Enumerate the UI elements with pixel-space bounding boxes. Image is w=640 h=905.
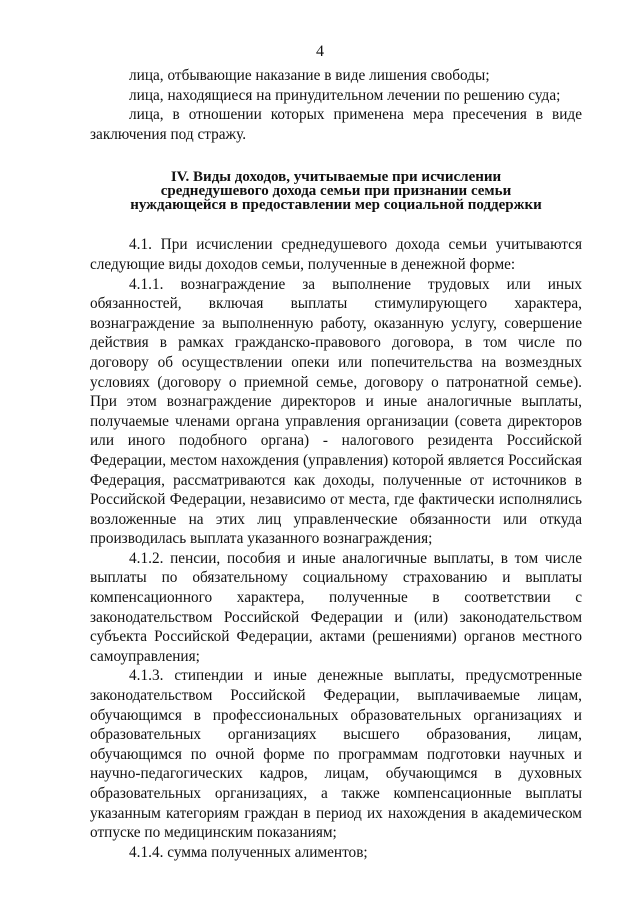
section-heading bbox=[90, 170, 582, 212]
paragraph-4-1-4: 4.1.4. сумма полученных алиментов; bbox=[129, 843, 368, 861]
spacer bbox=[90, 212, 582, 235]
page-number: 4 bbox=[316, 43, 324, 60]
intro-item-prisoners: лица, отбывающие наказание в виде лишения свободы; bbox=[129, 67, 490, 84]
paragraph-4-1: 4.1. При исчислении среднедушевого дохода семьи учитываются следующие виды доходов семьи, полученные в денежной форме: bbox=[90, 236, 582, 273]
section-heading-line-2: среднедушевого дохода семьи при признании семьи bbox=[160, 183, 512, 200]
paragraph-4-1-1: 4.1.1. вознаграждение за выполнение трудовых или иных обязанностей, включая выплаты стимулирующего характера, вознаграждение за выполненную работу, оказанную услугу, совершение действия в рамках гражданско-правового договора, в том числе по договору об осуществлении опеки или попечительства на возмездных условиях (договору о приемной семье, договору о патронатной семье). При этом вознаграждение директоров и иные аналогичные выплаты, получаемые членами органа управления организации (совета директоров или иного подобного органа) - налогового резидента Российской Федерации, местом нахождения (управления) которой является Российская Федерация, рассматриваются как доходы, полученные от источников в Российской Федерации, независимо от места, где фактически исполнялись возложенные на этих лиц управленческие обязанности или откуда производилась выплата указанного вознаграждения; bbox=[90, 275, 582, 548]
intro-item-custody: лица, в отношении которых применена мера пресечения в виде заключения под стражу. bbox=[90, 106, 582, 143]
document-body bbox=[90, 66, 582, 862]
intro-item-compulsory-treatment: лица, находящиеся на принудительном лечении по решению суда; bbox=[129, 86, 561, 104]
paragraph-4-1-3: 4.1.3. стипендии и иные денежные выплаты, предусмотренные законодательством Российской Федерации, выплачиваемые лицам, обучающимся в профессиональных образовательных организациях и образовательных организациях высшего образования, лицам, обучающимся по очной форме по программам подготовки научных и научно-педагогических кадров, лицам, обучающимся в духовных образовательных организациях, а также компенсационные выплаты указанным категориям граждан в период их нахождения в академическом отпуске по медицинским показаниям; bbox=[90, 667, 582, 842]
section-heading-line-1: IV. Виды доходов, учитываемые при исчислении bbox=[170, 169, 502, 186]
section-heading-line-3: нуждающейся в предоставлении мер социальной поддержки bbox=[130, 197, 542, 214]
paragraph-4-1-2: 4.1.2. пенсии, пособия и иные аналогичные выплаты, в том числе выплаты по обязательному социальному страхованию и выплаты компенсационного характера, полученные в соответствии с законодательством Российской Федерации и (или) законодательством субъекта Российской Федерации, актами (решениями) органов местного самоуправления; bbox=[90, 549, 582, 665]
spacer bbox=[90, 144, 582, 170]
